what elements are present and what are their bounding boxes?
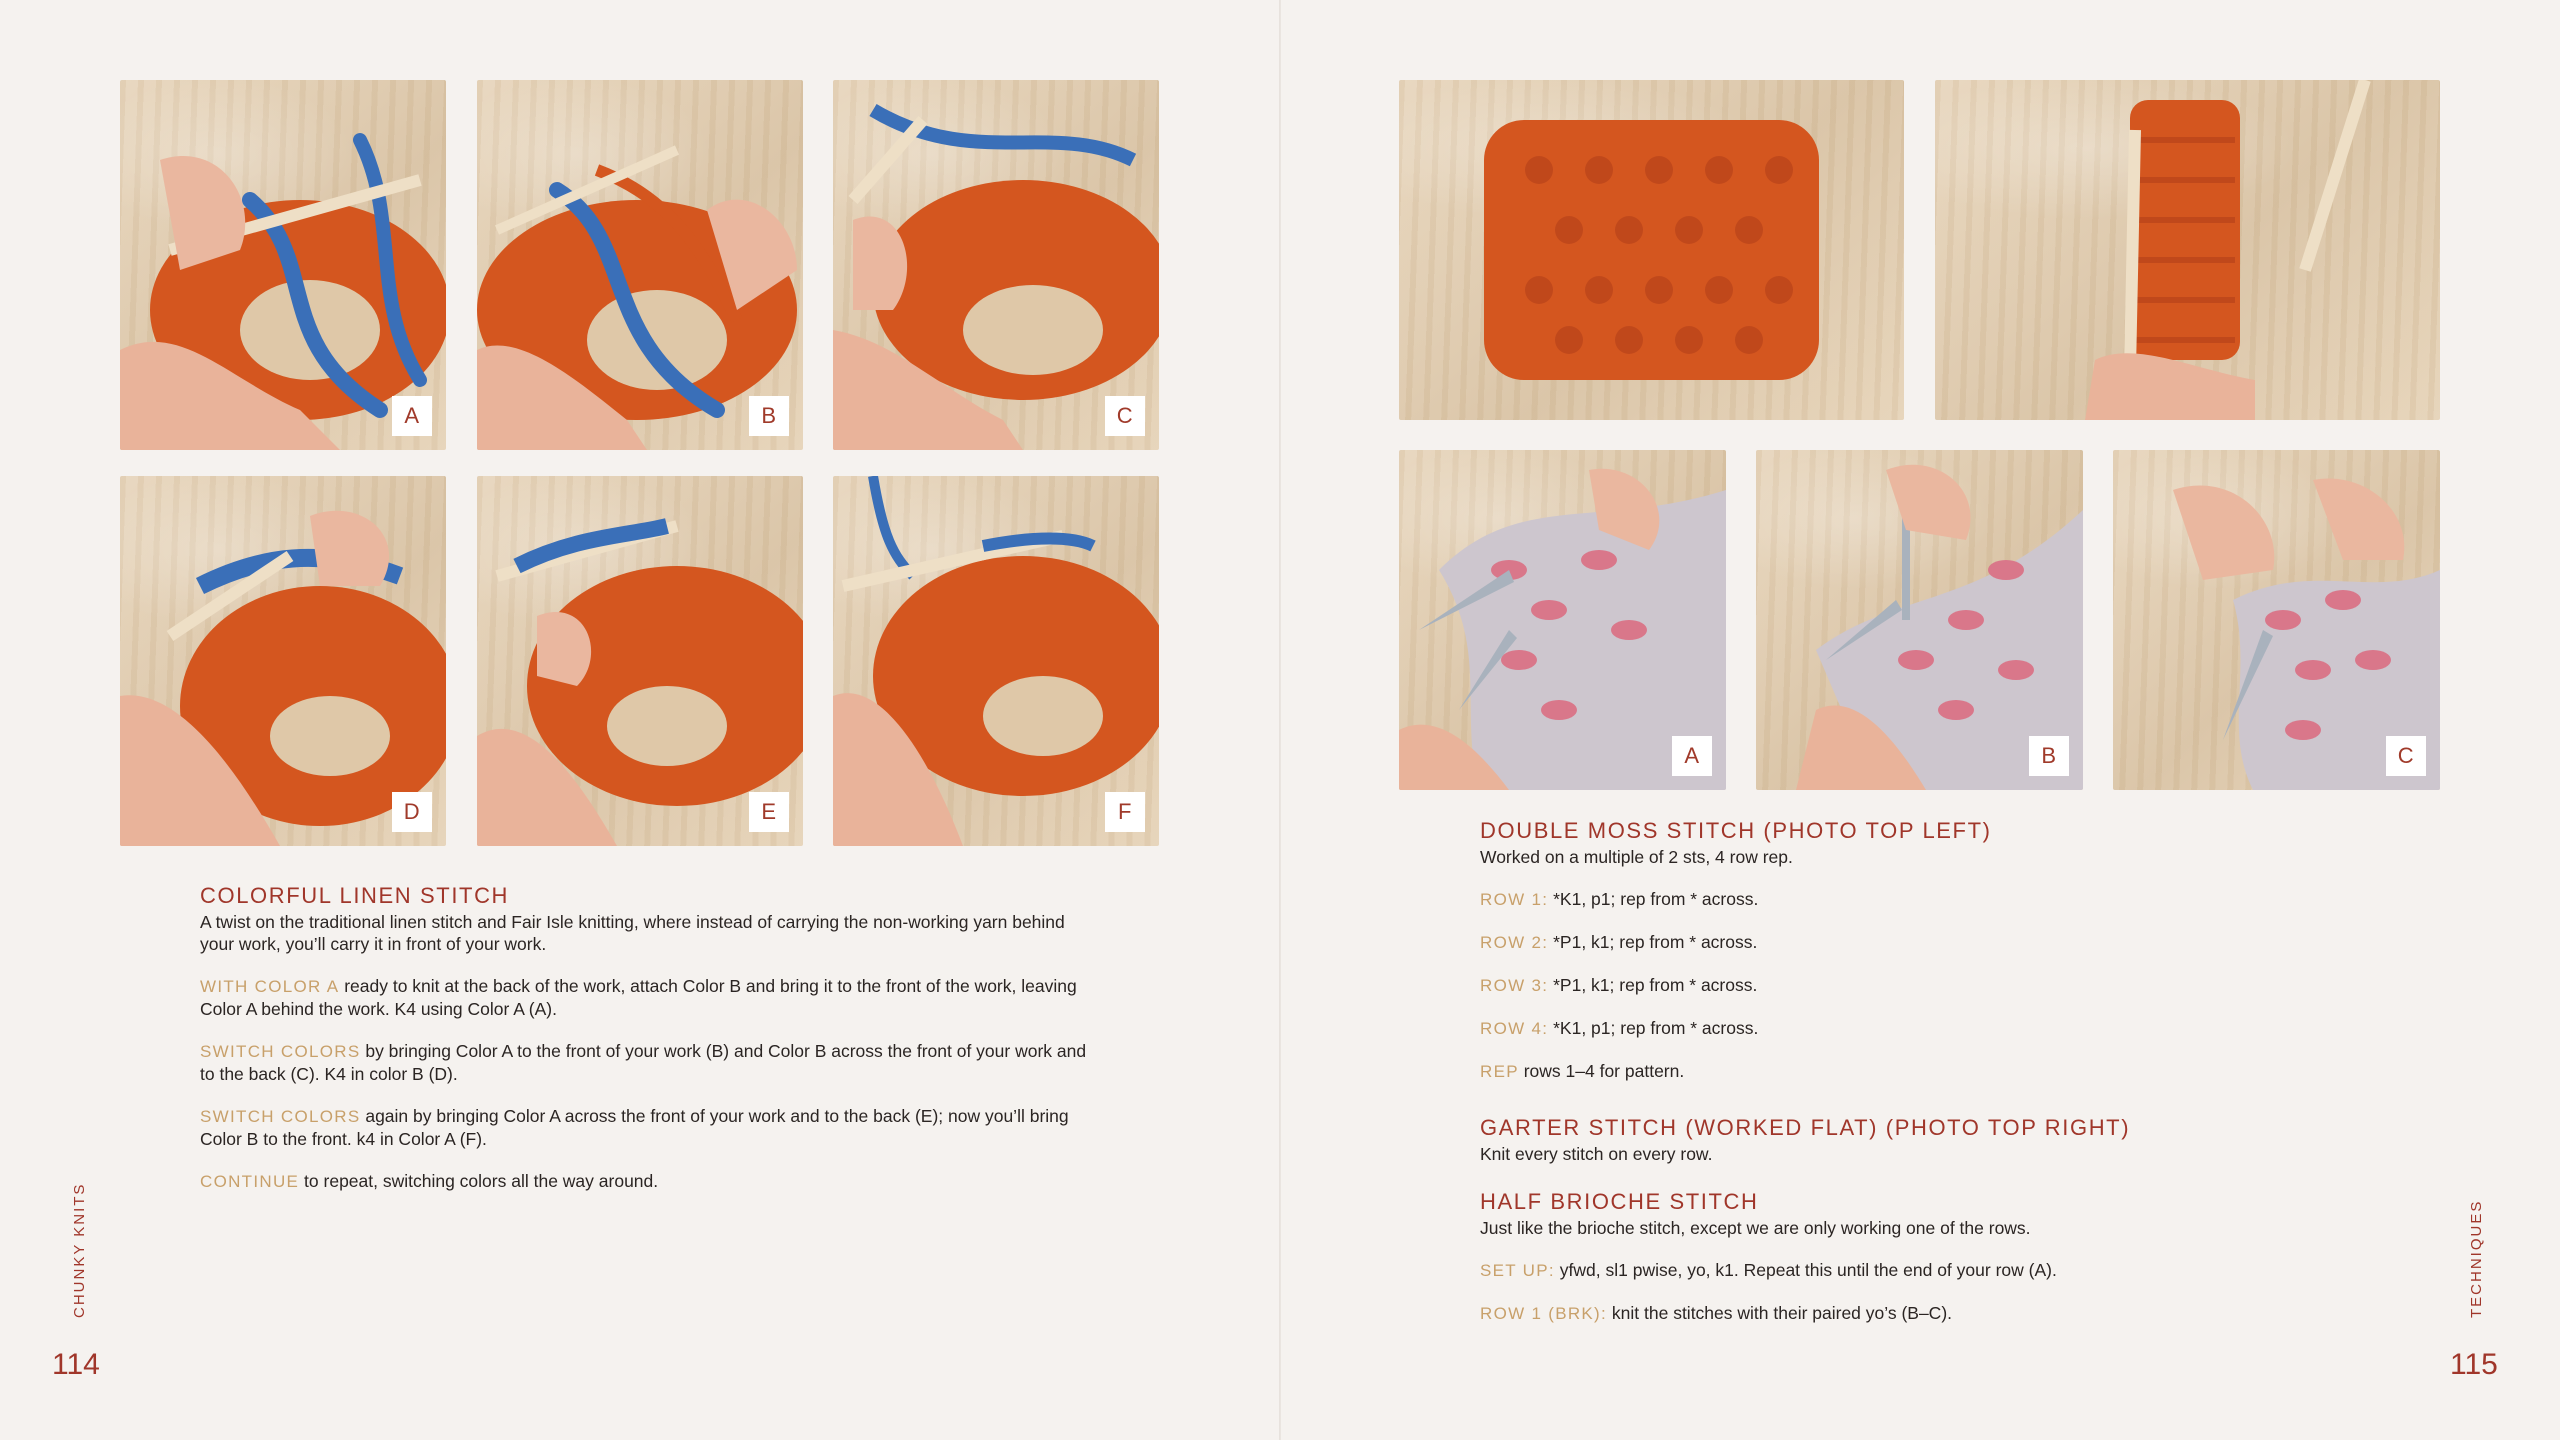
photo-illustration <box>477 476 803 846</box>
step-lead-in: SWITCH COLORS <box>200 1042 361 1061</box>
instruction-step <box>1480 1302 2440 1325</box>
step-lead-in: ROW 2: <box>1480 933 1549 952</box>
step-text: *P1, k1; rep from * across. <box>1548 932 1758 952</box>
page-number-right: 115 <box>2450 1348 2498 1381</box>
step-text: to repeat, switching colors all the way around. <box>299 1171 659 1191</box>
step-lead-in: ROW 1: <box>1480 890 1549 909</box>
photo-half-brioche-c <box>2113 450 2440 790</box>
instruction-step <box>1480 1017 2440 1040</box>
step-lead-in: WITH COLOR A <box>200 977 340 996</box>
step-text: *K1, p1; rep from * across. <box>1548 889 1759 909</box>
photo-illustration <box>477 80 803 450</box>
step-lead-in: REP <box>1480 1062 1519 1081</box>
section-intro: Just like the brioche stitch, except we are only working one of the rows. <box>1480 1218 2031 1238</box>
photo-label-badge: C <box>2386 736 2426 776</box>
step-text: knit the stitches with their paired yo’s (B–C). <box>1607 1303 1953 1323</box>
photo-step-b <box>477 80 803 450</box>
photo-illustration <box>833 80 1159 450</box>
step-text: rows 1–4 for pattern. <box>1518 1061 1685 1081</box>
instruction-step <box>1480 931 2440 954</box>
section-heading: HALF BRIOCHE STITCH <box>1480 1189 1759 1214</box>
section-intro: Worked on a multiple of 2 sts, 4 row rep. <box>1480 847 1793 867</box>
instruction-step <box>200 975 1100 1020</box>
step-lead-in: CONTINUE <box>200 1172 300 1191</box>
instruction-step <box>1480 888 2440 911</box>
step-text: *P1, k1; rep from * across. <box>1548 975 1758 995</box>
section-heading: COLORFUL LINEN STITCH <box>200 883 510 908</box>
photo-label-badge: B <box>2029 736 2069 776</box>
step-text: by bringing Color A to the front of your work (B) and Color B across the front of your work and to the back (C). K4 in color B (D). <box>200 1041 1087 1084</box>
section-heading: GARTER STITCH (WORKED FLAT) (PHOTO TOP RIGHT) <box>1480 1115 2131 1140</box>
step-text: *K1, p1; rep from * across. <box>1548 1018 1759 1038</box>
photo-label-badge: A <box>1672 736 1712 776</box>
photo-half-brioche-b <box>1756 450 2083 790</box>
photo-label-badge: E <box>749 792 789 832</box>
instruction-step <box>200 1105 1100 1150</box>
photo-label-badge: B <box>749 396 789 436</box>
step-lead-in: ROW 4: <box>1480 1019 1549 1038</box>
instruction-step <box>1480 1060 2440 1083</box>
step-lead-in: ROW 3: <box>1480 976 1549 995</box>
photo-step-f <box>833 476 1159 846</box>
photo-step-d <box>120 476 446 846</box>
section-intro: A twist on the traditional linen stitch and Fair Isle knitting, where instead of carrying the non-working yarn behind your work, you’ll carry it in front of your work. <box>200 912 1065 954</box>
photo-illustration <box>120 80 446 450</box>
photo-label-badge: D <box>392 792 432 832</box>
right-page-text <box>1480 820 2440 1345</box>
running-head-right: TECHNIQUES <box>2468 1199 2485 1318</box>
step-lead-in: SWITCH COLORS <box>200 1107 361 1126</box>
colorful-linen-stitch-section <box>200 885 1100 1213</box>
instruction-step <box>200 1170 1100 1193</box>
step-text: ready to knit at the back of the work, attach Color B and bring it to the front of the work, leaving Color A behind the work. K4 using Color A (A). <box>200 976 1077 1019</box>
running-head-left: CHUNKY KNITS <box>71 1182 88 1318</box>
photo-label-badge: A <box>392 396 432 436</box>
garter-stitch-section <box>1480 1117 2440 1165</box>
photo-garter-stitch <box>1935 80 2440 420</box>
photo-label-badge: C <box>1105 396 1145 436</box>
instruction-step <box>1480 1259 2440 1282</box>
section-intro: Knit every stitch on every row. <box>1480 1144 1713 1164</box>
section-heading: DOUBLE MOSS STITCH (PHOTO TOP LEFT) <box>1480 818 1992 843</box>
photo-illustration <box>1935 80 2440 420</box>
photo-illustration <box>1399 80 1904 420</box>
instruction-step <box>1480 974 2440 997</box>
photo-illustration <box>120 476 446 846</box>
photo-step-c <box>833 80 1159 450</box>
photo-label-badge: F <box>1105 792 1145 832</box>
half-brioche-stitch-section <box>1480 1191 2440 1325</box>
step-text: yfwd, sl1 pwise, yo, k1. Repeat this until the end of your row (A). <box>1554 1260 2057 1280</box>
double-moss-stitch-section <box>1480 820 2440 1083</box>
photo-double-moss-swatch <box>1399 80 1904 420</box>
page-number-left: 114 <box>52 1348 100 1381</box>
instruction-step <box>200 1040 1100 1085</box>
step-lead-in: SET UP: <box>1480 1261 1555 1280</box>
photo-half-brioche-a <box>1399 450 1726 790</box>
photo-illustration <box>833 476 1159 846</box>
photo-step-a <box>120 80 446 450</box>
step-lead-in: ROW 1 (BRK): <box>1480 1304 1608 1323</box>
photo-step-e <box>477 476 803 846</box>
step-text: again by bringing Color A across the front of your work and to the back (E); now you’ll bring Color B to the front. k4 in Color A (F). <box>200 1106 1069 1149</box>
